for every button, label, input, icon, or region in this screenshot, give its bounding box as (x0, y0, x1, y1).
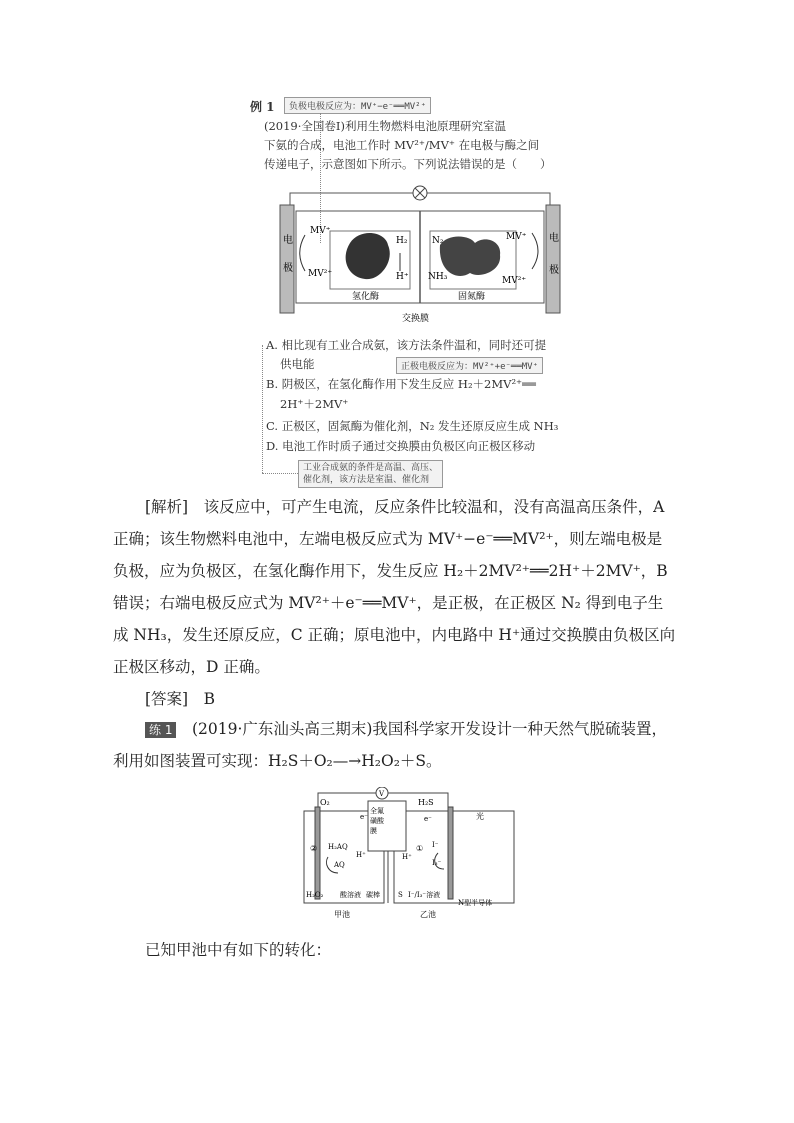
option-b-line-2: 2H⁺＋2MV⁺ (280, 397, 349, 411)
label-step-1: ① (416, 844, 424, 853)
analysis-line-4: 错误；右端电极反应式为 MV²⁺＋e⁻══MV⁺，是正极，在正极区 N₂ 得到电子生 (113, 594, 664, 612)
label-membrane-2: 磺酸 (370, 817, 384, 825)
option-b-line-1: B. 阴极区，在氢化酶作用下发生反应 H₂＋2MV²⁺══ (266, 377, 536, 391)
label-pool-b: 乙池 (420, 910, 436, 919)
analysis-line-5: 成 NH₃，发生还原反应，C 正确；原电池中，内电路中 H⁺通过交换膜由负极区向 (113, 626, 676, 644)
hydrogenase-image (346, 233, 390, 279)
label-aq: AQ (334, 861, 345, 869)
option-d: D. 电池工作时质子通过交换膜由负极区向正极区移动 (266, 439, 536, 453)
note-bracket-bottom (262, 473, 298, 474)
analysis-line-3: 负极，应为负极区，在氢化酶作用下，发生反应 H₂＋2MV²⁺══2H⁺＋2MV⁺，B (113, 562, 668, 580)
label-semiconductor: N型半导体 (458, 899, 493, 907)
example-tag: 例 1 (250, 100, 275, 114)
label-pool-a: 甲池 (334, 910, 350, 919)
practice-line-2: 利用如图装置可实现：H₂S＋O₂—→H₂O₂＋S。 (113, 752, 442, 770)
example-scan (250, 95, 586, 488)
note-positive-electrode: 正极电极反应为：MV²⁺+e⁻══MV⁺ (396, 357, 543, 374)
label-acid: 酸溶液 (340, 891, 361, 899)
label-membrane-1: 全氟 (370, 807, 384, 815)
note-bracket (262, 345, 263, 473)
practice-line-1 (113, 713, 688, 745)
question-line-2: 下氨的合成，电池工作时 MV²⁺/MV⁺ 在电极与酶之间 (264, 138, 540, 152)
right-cycle-arrow (532, 233, 538, 269)
label-h-plus-left: H⁺ (356, 851, 366, 859)
option-a-line-1: A. 相比现有工业合成氨，该方法条件温和，同时还可提 (266, 338, 547, 352)
right-mv-plus: MV⁺ (506, 232, 527, 242)
right-electrode-label-1: 电 (549, 233, 559, 244)
option-a-line-2: 供电能 (280, 357, 315, 371)
label-n2: N₂ (432, 236, 444, 246)
option-c: C. 正极区，固氮酶为催化剂，N₂ 发生还原反应生成 NH₃ (266, 419, 559, 433)
question-source: (2019·全国卷Ⅰ) (264, 119, 345, 133)
label-i-minus: I⁻ (432, 841, 439, 849)
label-h2o2: H₂O₂ (306, 891, 324, 899)
pool-b-box (394, 811, 514, 903)
label-nh3: NH₃ (428, 272, 448, 282)
right-electrode (546, 205, 560, 313)
practice-paragraph (113, 713, 688, 777)
left-mv-2plus: MV²⁺ (308, 269, 333, 279)
question-stem-1: 利用生物燃料电池原理研究室温 (344, 119, 506, 133)
question-line-1 (264, 117, 506, 136)
answer-label: [答案] (145, 690, 189, 708)
right-electrode-label-2: 极 (549, 265, 559, 276)
voltmeter-label: V (379, 790, 385, 798)
label-solution: I⁻/I₃⁻溶液 (408, 891, 441, 899)
note-industry-line-2: 催化剂，该方法是室温、催化剂 (303, 475, 430, 485)
label-step-2: ② (310, 844, 318, 853)
left-mv-plus: MV⁺ (310, 226, 331, 236)
label-h2: H₂ (396, 236, 408, 246)
label-membrane: 交换膜 (402, 314, 430, 324)
practice-line-3: 已知甲池中有如下的转化： (145, 941, 332, 959)
practice-text-1: (2019·广东汕头高三期末)我国科学家开发设计一种天然气脱硫装置， (191, 720, 667, 738)
label-nitrogenase: 固氮酶 (458, 292, 486, 302)
analysis-label: [解析] (145, 498, 189, 516)
analysis-line-1 (113, 491, 688, 523)
analysis-line-2: 正确；该生物燃料电池中，左端电极反应式为 MV⁺−e⁻══MV²⁺，则左端电极是 (113, 530, 663, 548)
left-electrode-label-2: 极 (283, 263, 293, 274)
answer-line (113, 683, 688, 715)
label-h-plus: H⁺ (396, 272, 409, 282)
label-rod: 碳棒 (366, 891, 380, 899)
label-i3-minus: I₃⁻ (432, 859, 442, 867)
label-light: 光 (476, 812, 484, 821)
label-s: S (398, 891, 403, 899)
label-h2aq: H₂AQ (328, 843, 348, 851)
label-e-left: e⁻ (360, 813, 368, 821)
practice-tag: 练 1 (145, 722, 176, 738)
left-cycle-arrow (300, 235, 305, 271)
desulfurization-diagram (298, 787, 520, 922)
note-industry (298, 460, 443, 488)
battery-diagram (270, 183, 570, 331)
label-e-right: e⁻ (424, 815, 432, 823)
label-h-plus-right: H⁺ (402, 853, 412, 861)
question-line-3: 传递电子，示意图如下所示。下列说法错误的是（ ） (264, 157, 552, 171)
label-o2: O₂ (320, 798, 330, 807)
label-membrane-3: 膜 (370, 827, 377, 835)
analysis-text-1: 该反应中，可产生电流，反应条件比较温和，没有高温高压条件，A (203, 498, 665, 516)
label-hydrogenase: 氢化酶 (352, 292, 380, 302)
answer-value: B (203, 690, 216, 708)
left-electrode (280, 205, 294, 313)
note-negative-electrode: 负极电极反应为：MV⁺−e⁻══MV²⁺ (284, 97, 431, 114)
analysis-paragraph (113, 491, 688, 683)
right-mv-2plus: MV²⁺ (502, 276, 527, 286)
analysis-line-6: 正极区移动，D 正确。 (113, 658, 270, 676)
label-h2s: H₂S (418, 798, 434, 807)
nitrogenase-image (440, 237, 500, 276)
left-electrode-label-1: 电 (283, 235, 293, 246)
note-industry-line-1: 工业合成氨的条件是高温、高压、 (303, 463, 439, 473)
